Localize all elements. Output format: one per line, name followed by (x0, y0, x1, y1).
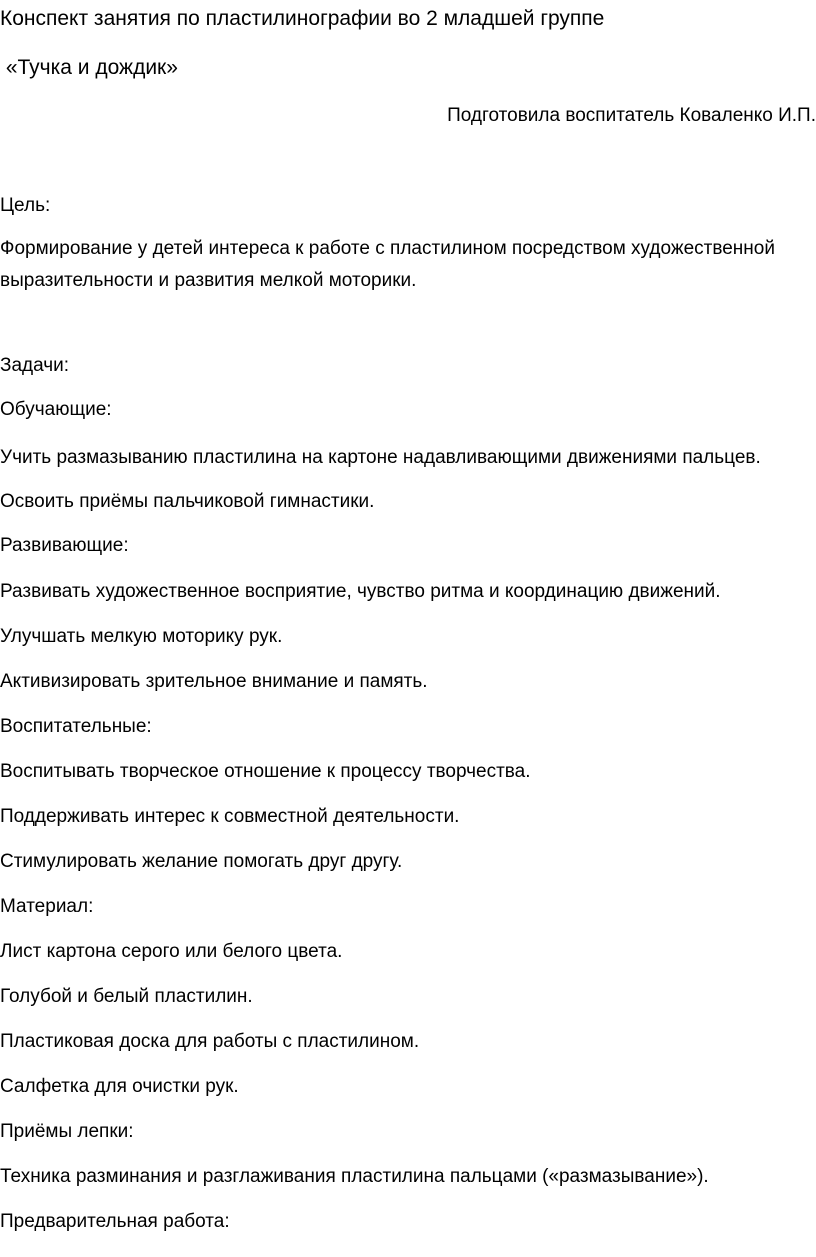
list-item: Улучшать мелкую моторику рук. (0, 626, 283, 647)
techniques-label: Приёмы лепки: (0, 1121, 134, 1142)
list-item: Активизировать зрительное внимание и память. (0, 671, 428, 692)
tasks-label: Задачи: (0, 355, 70, 376)
list-item: Освоить приёмы пальчиковой гимнастики. (0, 491, 375, 512)
list-item: Учить размазыванию пластилина на картоне надавливающими движениями пальцев. (0, 447, 761, 468)
teaching-label: Обучающие: (0, 399, 112, 420)
document-title: Конспект занятия по пластилинографии во 2 младшей группе (0, 7, 605, 30)
educational-label: Воспитательные: (0, 716, 152, 737)
goal-label: Цель: (0, 195, 51, 216)
document-subtitle: «Тучка и дождик» (0, 56, 178, 79)
list-item: Салфетка для очистки рук. (0, 1076, 239, 1097)
list-item: Развивать художественное восприятие, чувство ритма и координацию движений. (0, 581, 721, 602)
material-label: Материал: (0, 896, 94, 917)
list-item: Стимулировать желание помогать друг другу. (0, 851, 403, 872)
list-item: Голубой и белый пластилин. (0, 986, 253, 1007)
techniques-text: Техника разминания и разглаживания пластилина пальцами («размазывание»). (0, 1166, 709, 1187)
list-item: Пластиковая доска для работы с пластилином. (0, 1031, 420, 1052)
author-line: Подготовила воспитатель Коваленко И.П. (447, 105, 816, 126)
list-item: Воспитывать творческое отношение к процессу творчества. (0, 761, 531, 782)
list-item: Поддерживать интерес к совместной деятельности. (0, 806, 460, 827)
list-item: Лист картона серого или белого цвета. (0, 941, 343, 962)
prep-label: Предварительная работа: (0, 1211, 230, 1232)
goal-text: Формирование у детей интереса к работе с пластилином посредством художественной выразительности и развития мелкой моторики. (0, 238, 775, 291)
developing-label: Развивающие: (0, 535, 129, 556)
